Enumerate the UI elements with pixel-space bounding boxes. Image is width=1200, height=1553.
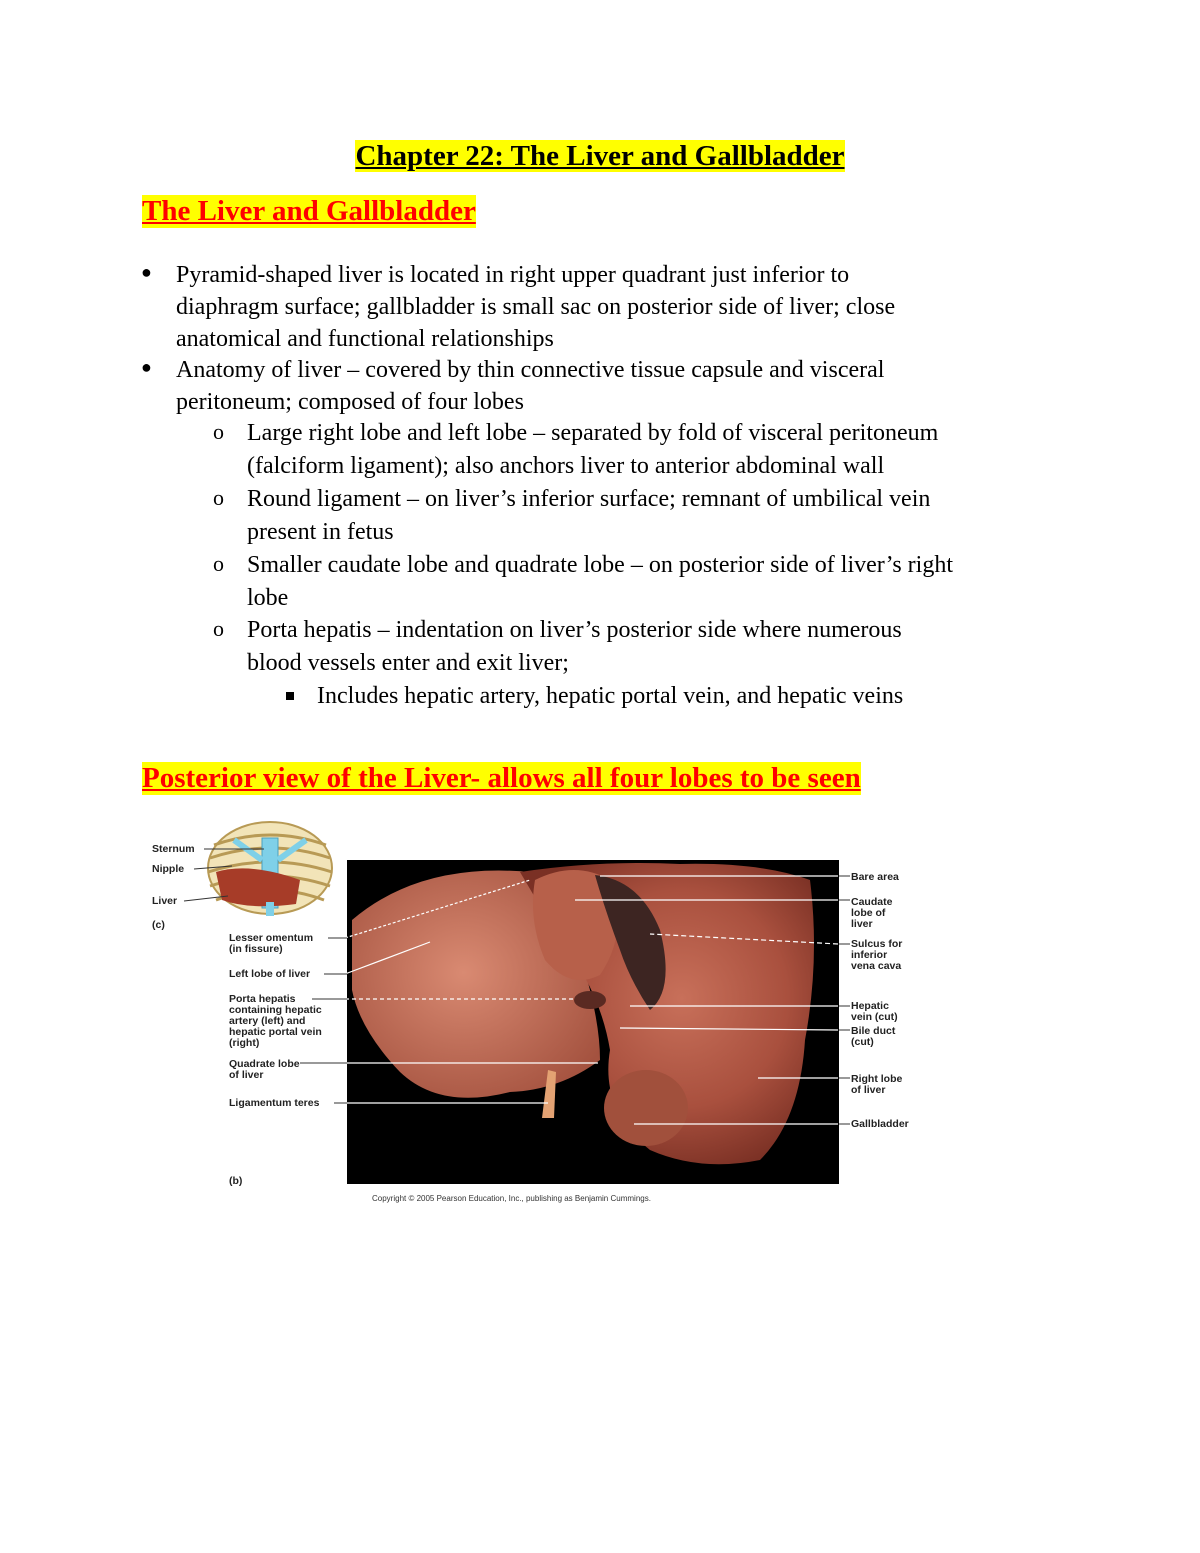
inset-label-nipple: Nipple: [152, 863, 185, 875]
sub-bullet-marker: o: [213, 551, 224, 576]
label-bile-duct: Bile duct (cut): [851, 1025, 896, 1048]
label-quadrate-lobe: Quadrate lobe of liver: [229, 1058, 300, 1081]
label-panel-b: (b): [229, 1175, 243, 1187]
sub-sub-bullet-line: Includes hepatic artery, hepatic portal vein, and hepatic veins: [317, 683, 904, 709]
chapter-title: [0, 140, 1200, 173]
sub-bullet-marker: o: [213, 485, 224, 510]
figure-copyright: Copyright © 2005 Pearson Education, Inc., publishing as Benjamin Cummings.: [372, 1194, 651, 1203]
label-right-lobe: Right lobe of liver: [851, 1073, 903, 1096]
label-bare-area: Bare area: [851, 871, 899, 883]
bullet-dot-icon: ●: [141, 262, 152, 282]
label-porta-hepatis: Porta hepatis containing hepatic artery (left) and hepatic portal vein (right): [229, 993, 322, 1049]
section-heading: The Liver and Gallbladder: [142, 195, 476, 227]
figure-heading: Posterior view of the Liver- allows all four lobes to be seen: [142, 762, 861, 794]
sub-bullet-marker: o: [213, 616, 224, 641]
inset-label-sternum: Sternum: [152, 843, 195, 855]
bullet-1-line-2: diaphragm surface; gallbladder is small sac on posterior side of liver; close: [176, 294, 896, 320]
label-lesser-omentum: Lesser omentum (in fissure): [229, 932, 314, 955]
label-gallbladder: Gallbladder: [851, 1118, 909, 1130]
sub-bullet-1-line-1: Large right lobe and left lobe – separated by fold of visceral peritoneum: [247, 420, 939, 446]
sub-bullet-4-line-1: Porta hepatis – indentation on liver’s posterior side where numerous: [247, 617, 902, 643]
bullet-dot-icon: ●: [141, 357, 152, 377]
sub-bullet-3-line-1: Smaller caudate lobe and quadrate lobe – on posterior side of liver’s right: [247, 552, 954, 578]
sub-bullet-3-line-2: lobe: [247, 585, 289, 611]
label-sulcus-vena-cava: Sulcus for inferior vena cava: [851, 938, 903, 972]
square-bullet-icon: [286, 692, 294, 700]
label-ligamentum-teres: Ligamentum teres: [229, 1097, 320, 1109]
label-caudate-lobe: Caudate lobe of liver: [851, 896, 893, 930]
bullet-1-line-1: Pyramid-shaped liver is located in right upper quadrant just inferior to: [176, 262, 850, 288]
bullet-1-line-3: anatomical and functional relationships: [176, 326, 554, 352]
sub-bullet-1-line-2: (falciform ligament); also anchors liver to anterior abdominal wall: [247, 453, 885, 479]
inset-label-liver: Liver: [152, 895, 178, 907]
bullet-2-line-2: peritoneum; composed of four lobes: [176, 389, 524, 415]
chapter-title-text: Chapter 22: The Liver and Gallbladder: [355, 140, 845, 172]
inset-panel-label: (c): [152, 919, 165, 931]
sub-bullet-2-line-1: Round ligament – on liver’s inferior surface; remnant of umbilical vein: [247, 486, 931, 512]
bullet-2-line-1: Anatomy of liver – covered by thin connective tissue capsule and visceral: [176, 357, 885, 383]
label-left-lobe: Left lobe of liver: [229, 968, 311, 980]
sub-bullet-2-line-2: present in fetus: [247, 519, 394, 545]
sub-bullet-marker: o: [213, 419, 224, 444]
sub-bullet-4-line-2: blood vessels enter and exit liver;: [247, 650, 569, 676]
rib-cage-inset: [208, 822, 332, 916]
label-hepatic-vein: Hepatic vein (cut): [851, 1000, 898, 1023]
